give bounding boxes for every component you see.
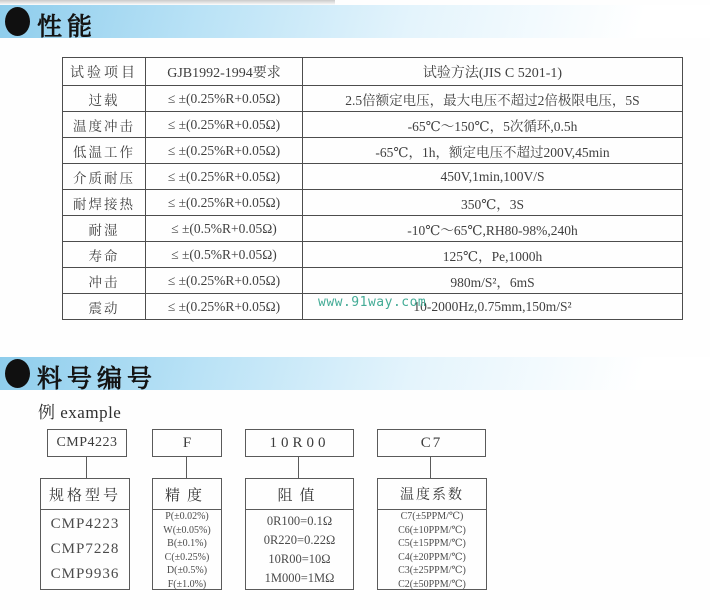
category-title: 精度 (153, 479, 221, 510)
table-row (63, 242, 683, 268)
cell-item: 寿命 (63, 242, 146, 268)
example-label: 例 example (38, 403, 122, 422)
category-items (378, 510, 486, 591)
connector-line (430, 456, 431, 478)
category-title: 规格型号 (41, 479, 129, 510)
cell-requirement: ≤ ±(0.5%R+0.05Ω) (146, 216, 303, 242)
list-item: C7(±5PPM/℃) (400, 511, 464, 522)
header-test-method: 试验方法(JIS C 5201-1) (303, 58, 683, 86)
bullet-icon (5, 7, 30, 36)
bullet-icon (5, 359, 30, 388)
cell-item: 震动 (63, 294, 146, 320)
code-box-resistance: 10R00 (245, 429, 354, 457)
section-bar-performance (0, 5, 710, 41)
cell-method: 10-2000Hz,0.75mm,150m/S² (303, 294, 683, 320)
table-row (63, 138, 683, 164)
category-title: 阻值 (246, 479, 353, 510)
list-item: W(±0.05%) (163, 524, 211, 536)
cell-requirement: ≤ ±(0.25%R+0.05Ω) (146, 164, 303, 190)
list-item: C(±0.25%) (164, 551, 210, 563)
list-item: C6(±10PPM/℃) (398, 524, 466, 536)
list-item: D(±0.5%) (166, 565, 208, 576)
code-box-precision: F (152, 429, 222, 457)
category-items (153, 510, 221, 591)
list-item: C5(±15PPM/℃) (398, 538, 466, 549)
performance-table (62, 57, 683, 320)
table-row (63, 86, 683, 112)
cell-method: -10℃～65℃,RH80-98%,240h (303, 216, 683, 242)
connector-line (298, 456, 299, 478)
cell-method: -65℃～150℃，5次循环,0.5h (303, 112, 683, 138)
table-row (63, 268, 683, 294)
code-box-tempco: C7 (377, 429, 486, 457)
cell-method: 125℃，Pe,1000h (303, 242, 683, 268)
list-item: 0R220=0.22Ω (263, 532, 336, 547)
category-box-resistance (245, 478, 354, 590)
table-row (63, 164, 683, 190)
category-items (246, 510, 353, 589)
cell-item: 温度冲击 (63, 112, 146, 138)
cell-requirement: ≤ ±(0.5%R+0.05Ω) (146, 242, 303, 268)
cell-method: 450V,1min,100V/S (303, 164, 683, 190)
list-item: CMP4223 (50, 516, 120, 532)
cell-method: 2.5倍额定电压，最大电压不超过2倍极限电压，5S (303, 86, 683, 112)
cell-item: 耐焊接热 (63, 190, 146, 216)
list-item: 10R00=10Ω (268, 551, 331, 566)
list-item: P(±0.02%) (165, 511, 209, 522)
list-item: CMP7228 (50, 541, 120, 557)
cell-method: 980m/S²，6mS (303, 268, 683, 294)
category-box-model (40, 478, 130, 590)
header-test-item: 试验项目 (63, 58, 146, 86)
list-item: C2(±50PPM/℃) (398, 578, 466, 590)
category-box-precision (152, 478, 222, 590)
section-bar-part-number (0, 357, 710, 393)
cell-method: -65℃，1h，额定电压不超过200V,45min (303, 138, 683, 164)
section-title-part-number: 料号编号 (37, 365, 158, 393)
list-item: B(±0.1%) (167, 538, 207, 549)
cell-item: 耐湿 (63, 216, 146, 242)
cell-item: 冲击 (63, 268, 146, 294)
category-box-tempco (377, 478, 487, 590)
list-item: CMP9936 (50, 566, 120, 582)
table-row (63, 216, 683, 242)
list-item: 0R100=0.1Ω (266, 513, 333, 528)
cell-requirement: ≤ ±(0.25%R+0.05Ω) (146, 294, 303, 320)
cell-item: 介质耐压 (63, 164, 146, 190)
list-item: 1M000=1MΩ (264, 570, 335, 585)
cell-item: 过载 (63, 86, 146, 112)
cell-requirement: ≤ ±(0.25%R+0.05Ω) (146, 86, 303, 112)
cell-requirement: ≤ ±(0.25%R+0.05Ω) (146, 268, 303, 294)
cell-requirement: ≤ ±(0.25%R+0.05Ω) (146, 190, 303, 216)
cell-requirement: ≤ ±(0.25%R+0.05Ω) (146, 112, 303, 138)
list-item: C4(±20PPM/℃) (398, 551, 466, 563)
section-title-performance: 性能 (37, 13, 98, 41)
list-item: C3(±25PPM/℃) (398, 565, 466, 576)
watermark-text: www.91way.com (318, 295, 427, 310)
header-requirement: GJB1992-1994要求 (146, 58, 303, 86)
code-box-model: CMP4223 (47, 429, 127, 457)
connector-line (86, 456, 87, 478)
connector-line (186, 456, 187, 478)
cell-item: 低温工作 (63, 138, 146, 164)
table-row (63, 112, 683, 138)
category-title: 温度系数 (378, 479, 486, 510)
table-row (63, 190, 683, 216)
list-item: F(±1.0%) (167, 578, 207, 590)
cell-requirement: ≤ ±(0.25%R+0.05Ω) (146, 138, 303, 164)
category-items (41, 510, 129, 589)
table-header-row (63, 58, 683, 86)
cell-method: 350℃，3S (303, 190, 683, 216)
